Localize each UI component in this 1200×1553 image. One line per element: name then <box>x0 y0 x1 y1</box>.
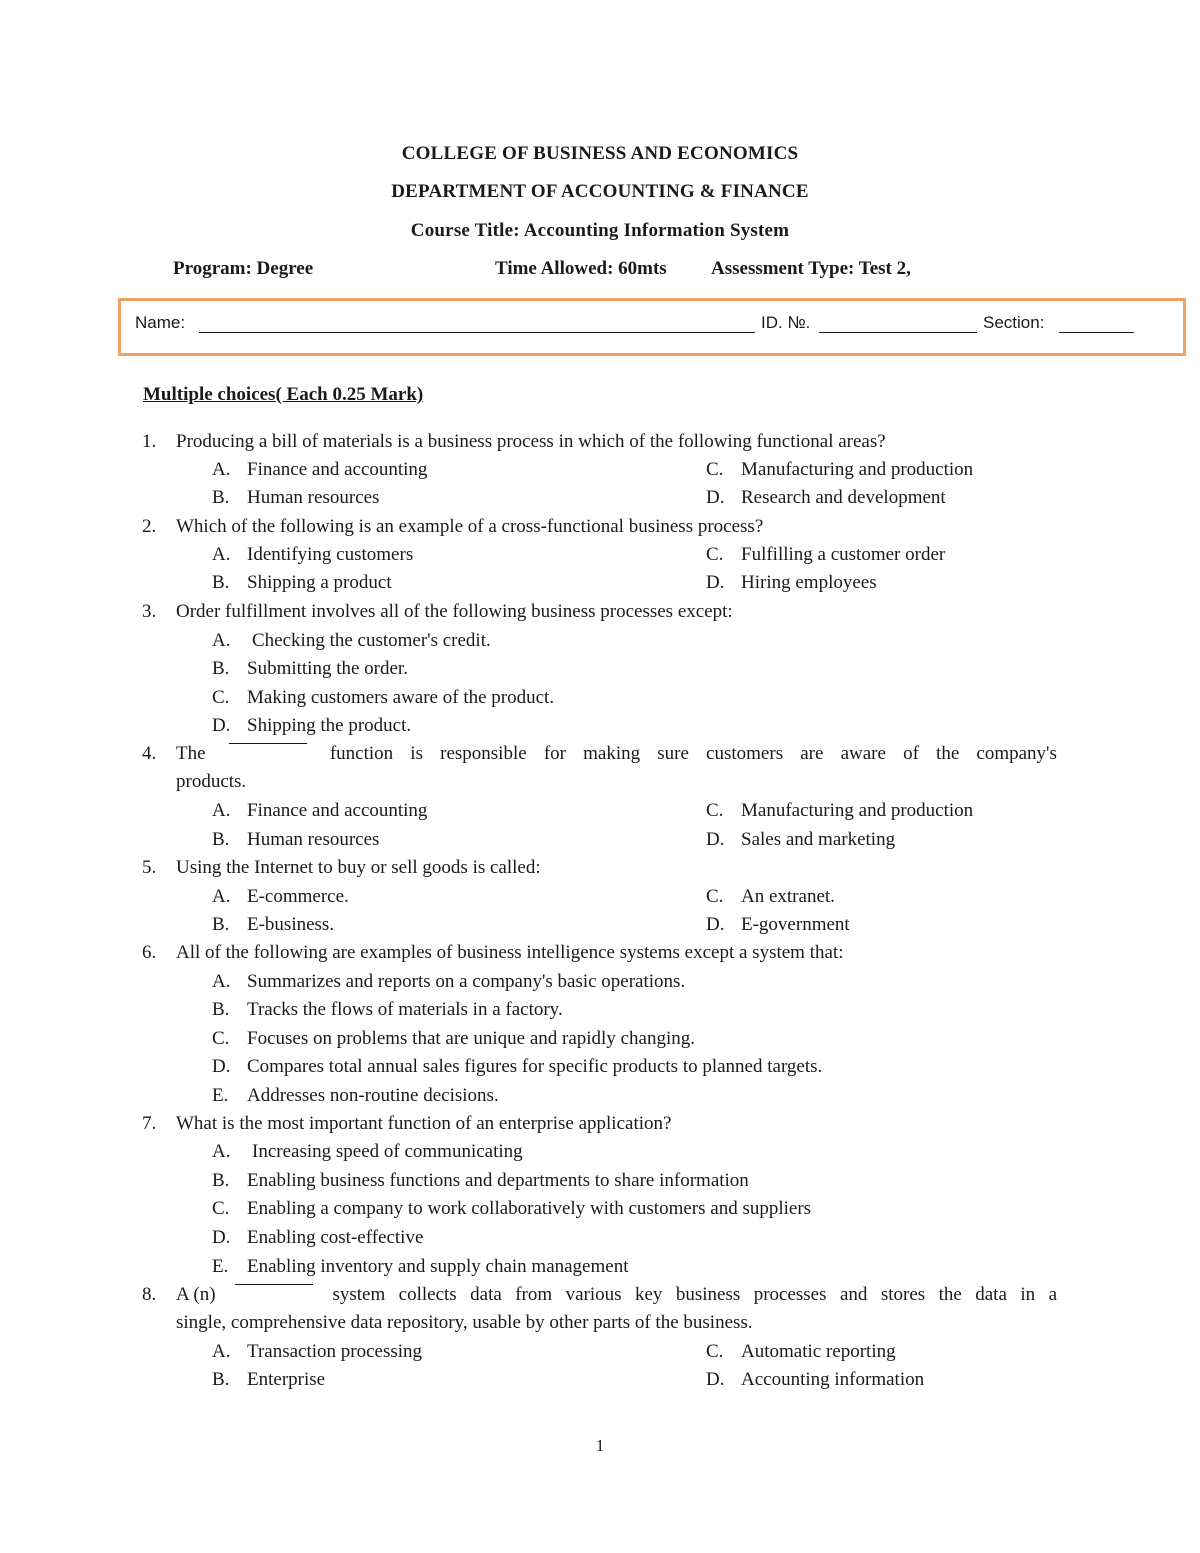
option-letter: A. <box>212 1341 231 1362</box>
question-number: 1. <box>142 431 157 452</box>
option-text[interactable]: Hiring employees <box>741 572 877 593</box>
word: The <box>176 743 206 764</box>
section-title: Multiple choices( Each 0.25 Mark) <box>143 384 424 405</box>
word: making <box>583 743 641 764</box>
option-text[interactable]: Manufacturing and production <box>741 459 974 480</box>
option-letter: C. <box>212 1028 230 1049</box>
option-letter: B. <box>212 999 230 1020</box>
question-number: 3. <box>142 601 157 622</box>
assessment-type-label: Assessment Type: Test 2, <box>711 258 911 279</box>
option-letter: C. <box>706 459 724 480</box>
word: company's <box>976 743 1057 764</box>
option-text[interactable]: An extranet. <box>741 886 835 907</box>
word: of <box>903 743 919 764</box>
option-text[interactable]: Research and development <box>741 487 946 508</box>
option-letter: A. <box>212 459 231 480</box>
id-field[interactable] <box>819 332 977 333</box>
option-text[interactable]: Fulfilling a customer order <box>741 544 946 565</box>
option-text[interactable]: Enabling inventory and supply chain management <box>247 1256 629 1277</box>
question-number: 6. <box>142 942 157 963</box>
question-number: 8. <box>142 1284 157 1305</box>
word: sure <box>657 743 689 764</box>
option-text[interactable]: Addresses non-routine decisions. <box>247 1085 499 1106</box>
option-letter: D. <box>706 487 725 508</box>
department-title: DEPARTMENT OF ACCOUNTING & FINANCE <box>391 181 809 202</box>
question-text: What is the most important function of an enterprise application? <box>176 1113 672 1134</box>
word: function <box>329 743 394 764</box>
option-letter: E. <box>212 1085 229 1106</box>
name-field[interactable] <box>199 332 755 333</box>
option-text[interactable]: Sales and marketing <box>741 829 896 850</box>
option-letter: A. <box>212 971 231 992</box>
word: stores <box>880 1284 926 1305</box>
word: data <box>470 1284 502 1305</box>
option-text[interactable]: Making customers aware of the product. <box>247 687 555 708</box>
word: various <box>565 1284 622 1305</box>
option-letter: B. <box>212 829 230 850</box>
option-text[interactable]: Finance and accounting <box>247 459 428 480</box>
option-letter: D. <box>212 1227 231 1248</box>
option-text[interactable]: Manufacturing and production <box>741 800 974 821</box>
name-label: Name: <box>135 313 186 332</box>
option-letter: C. <box>212 687 230 708</box>
option-letter: B. <box>212 1170 230 1191</box>
option-text[interactable]: E-government <box>741 914 850 935</box>
option-letter: C. <box>212 1198 230 1219</box>
question-text-continued: products. <box>176 771 247 792</box>
option-letter: C. <box>706 800 724 821</box>
word: a <box>1048 1284 1057 1305</box>
option-letter: D. <box>212 1056 231 1077</box>
question-text: Using the Internet to buy or sell goods is called: <box>176 857 541 878</box>
option-text[interactable]: Enterprise <box>247 1369 326 1390</box>
option-letter: E. <box>212 1256 229 1277</box>
question-number: 7. <box>142 1113 157 1134</box>
word: is <box>410 743 423 764</box>
option-text[interactable]: Submitting the order. <box>247 658 408 679</box>
student-info-box <box>118 298 1186 356</box>
option-letter: A. <box>212 630 231 651</box>
word: from <box>515 1284 553 1305</box>
question-text: All of the following are examples of business intelligence systems except a system that: <box>176 942 844 963</box>
option-letter: D. <box>706 829 725 850</box>
option-text[interactable]: Compares total annual sales figures for specific products to planned targets. <box>247 1056 823 1077</box>
word: the <box>938 1284 962 1305</box>
option-text[interactable]: Increasing speed of communicating <box>252 1141 523 1162</box>
question-text: Producing a bill of materials is a business process in which of the following functional areas? <box>176 431 886 452</box>
word: and <box>839 1284 868 1305</box>
question-text-continued: single, comprehensive data repository, usable by other parts of the business. <box>176 1312 753 1333</box>
option-text[interactable]: Summarizes and reports on a company's basic operations. <box>247 971 686 992</box>
word: are <box>800 743 824 764</box>
option-text[interactable]: Shipping the product. <box>247 715 412 736</box>
id-label: ID. №. <box>761 313 811 332</box>
option-letter: A. <box>212 886 231 907</box>
question-text: Order fulfillment involves all of the following business processes except: <box>176 601 733 622</box>
option-letter: B. <box>212 1369 230 1390</box>
option-letter: A. <box>212 800 231 821</box>
option-letter: D. <box>706 914 725 935</box>
question-text <box>176 1284 1057 1306</box>
option-text[interactable]: Enabling cost-effective <box>247 1227 424 1248</box>
option-text[interactable]: Focuses on problems that are unique and rapidly changing. <box>247 1028 695 1049</box>
option-text[interactable]: Finance and accounting <box>247 800 428 821</box>
question-number: 5. <box>142 857 157 878</box>
word: aware <box>840 743 886 764</box>
question-number: 2. <box>142 516 157 537</box>
option-letter: C. <box>706 1341 724 1362</box>
option-text[interactable]: Checking the customer's credit. <box>252 630 491 651</box>
option-letter: A. <box>212 1141 231 1162</box>
question-text: Which of the following is an example of a cross-functional business process? <box>176 516 764 537</box>
word: business <box>675 1284 741 1305</box>
option-letter: D. <box>706 1369 725 1390</box>
option-text[interactable]: Shipping a product <box>247 572 392 593</box>
word: key <box>634 1284 663 1305</box>
option-text[interactable]: Tracks the flows of materials in a factory. <box>247 999 563 1020</box>
option-letter: B. <box>212 572 230 593</box>
option-letter: C. <box>706 886 724 907</box>
question-text <box>176 743 1057 765</box>
option-letter: B. <box>212 914 230 935</box>
program-label: Program: Degree <box>173 258 314 279</box>
option-letter: C. <box>706 544 724 565</box>
option-letter: B. <box>212 658 230 679</box>
word: the <box>936 743 960 764</box>
word: in <box>1020 1284 1036 1305</box>
section-field[interactable] <box>1059 332 1134 333</box>
option-text[interactable]: Transaction processing <box>247 1341 423 1362</box>
word: customers <box>706 743 784 764</box>
word: A (n) <box>176 1284 216 1305</box>
option-letter: B. <box>212 487 230 508</box>
option-letter: A. <box>212 544 231 565</box>
option-text[interactable]: Enabling a company to work collaboratively with customers and suppliers <box>247 1198 812 1219</box>
option-text[interactable]: E-business. <box>247 914 335 935</box>
fill-in-blank[interactable] <box>235 1284 313 1285</box>
word: collects <box>398 1284 457 1305</box>
word: for <box>543 743 566 764</box>
word: system <box>332 1284 386 1305</box>
time-allowed-label: Time Allowed: 60mts <box>495 258 667 279</box>
option-text[interactable]: Human resources <box>247 487 380 508</box>
option-text[interactable]: Enabling business functions and departments to share information <box>247 1170 749 1191</box>
course-title: Course Title: Accounting Information System <box>410 220 790 241</box>
fill-in-blank[interactable] <box>229 743 307 744</box>
option-letter: D. <box>706 572 725 593</box>
word: data <box>975 1284 1007 1305</box>
option-text[interactable]: E-commerce. <box>247 886 349 907</box>
word: processes <box>753 1284 827 1305</box>
option-text[interactable]: Human resources <box>247 829 380 850</box>
college-title: COLLEGE OF BUSINESS AND ECONOMICS <box>401 143 799 164</box>
option-text[interactable]: Automatic reporting <box>741 1341 896 1362</box>
question-number: 4. <box>142 743 157 764</box>
option-text[interactable]: Identifying customers <box>247 544 414 565</box>
option-letter: D. <box>212 715 231 736</box>
page-number: 1 <box>595 1436 605 1455</box>
word: responsible <box>440 743 527 764</box>
section-label: Section: <box>983 313 1045 332</box>
option-text[interactable]: Accounting information <box>741 1369 925 1390</box>
